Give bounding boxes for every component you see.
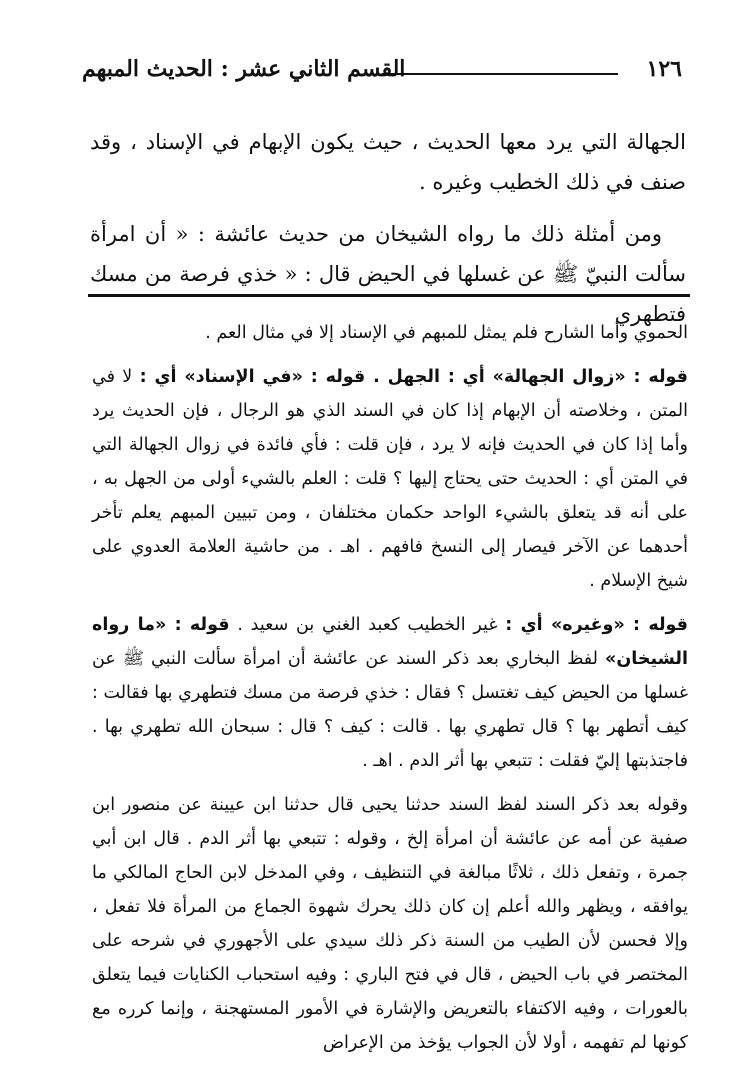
footnote-lead: قوله : «وغيره» أي : [505, 615, 688, 635]
main-paragraph: الجهالة التي يرد معها الحديث ، حيث يكون الإبهام في الإسناد ، وقد صنف في ذلك الخطيب وغيره . [90, 130, 686, 194]
page-number: ١٢٦ [646, 56, 682, 82]
main-paragraph: ومن أمثلة ذلك ما رواه الشيخان من حديث عائشة : « أن امرأة سألت النبيّ ﷺ عن غسلها في الحيض قال : « خذي فرصة من مسك فتطهري [90, 222, 686, 326]
footnote-body: غير الخطيب كعبد الغني بن سعيد . [229, 615, 506, 635]
header-rule [382, 73, 618, 75]
running-title: القسم الثاني عشر : الحديث المبهم [82, 56, 406, 82]
footnote-body: لا في المتن ، وخلاصته أن الإبهام إذا كان في السند الذي هو الرجال ، فإن الحديث يرد وأما إذا كان في الحديث فإنه لا يرد ، فإن قلت : فأي فائدة في زوال الجهالة التي في المتن أي : الحديث حتى يحتاج إليها ؟ قلت : العلم بالشيء أولى من الجهل به ، على أنه قد يتعلق بالشيء الواحد حكمان مختلفان ، ومن تبيين المبهم يعلم تأخر أحدهما عن الآخر فيصار إلى النسخ فافهم . اهـ . من حاشية العلامة العدوي على شيخ الإسلام . [92, 367, 688, 591]
footnote-lead: قوله : «ما رواه الشيخان» [92, 615, 688, 669]
footnote-separator [88, 294, 690, 297]
footnote-body: لفظ البخاري بعد ذكر السند عن عائشة أن امرأة سألت النبي ﷺ عن غسلها من الحيض كيف تغتسل ؟ فقال : خذي فرصة من مسك فتطهري بها فقالت : كيف أتطهر بها ؟ قال تطهري بها . قالت : كيف ؟ قال : سبحان الله تطهري بها . فاجتذبتها إليّ فقلت : تتبعي بها أثر الدم . اهـ . [92, 649, 688, 771]
footnote-paragraph: الحموي وأما الشارح فلم يمثل للمبهم في الإسناد إلا في مثال العم . [205, 323, 688, 343]
page-header [82, 56, 682, 96]
footnote-lead: قوله : «زوال الجهالة» أي : الجهل . قوله : «في الإسناد» أي : [139, 367, 688, 387]
footnotes [92, 316, 688, 1070]
footnote-paragraph [92, 360, 688, 598]
main-text [90, 122, 686, 334]
footnote-paragraph: وقوله بعد ذكر السند لفظ السند حدثنا يحيى قال حدثنا ابن عيينة عن منصور ابن صفية عن أمه عن عائشة أن امرأة إلخ ، وقوله : تتبعي بها أثر الدم . قال ابن أبي جمرة ، وتفعل ذلك ، ثلاثًا مبالغة في التنظيف ، وفي المدخل لابن الحاج المالكي ما يوافقه ، ويظهر والله أعلم إن كان ذلك يحرك شهوة الجماع من المرأة فلا تفعل ، وإلا فحسن لأن الطيب من السنة ذكر ذلك سيدي على الأجهوري في شرحه على المختصر في باب الحيض ، قال في فتح الباري : وفيه استحباب الكنايات فيما يتعلق بالعورات ، وفيه الاكتفاء بالتعريض والإشارة في الأمور المستهجنة ، وإنما كرره مع كونها لم تفهمه ، أولا لأن الجواب يؤخذ من الإعراض [92, 795, 688, 1053]
footnote-paragraph [92, 608, 688, 778]
